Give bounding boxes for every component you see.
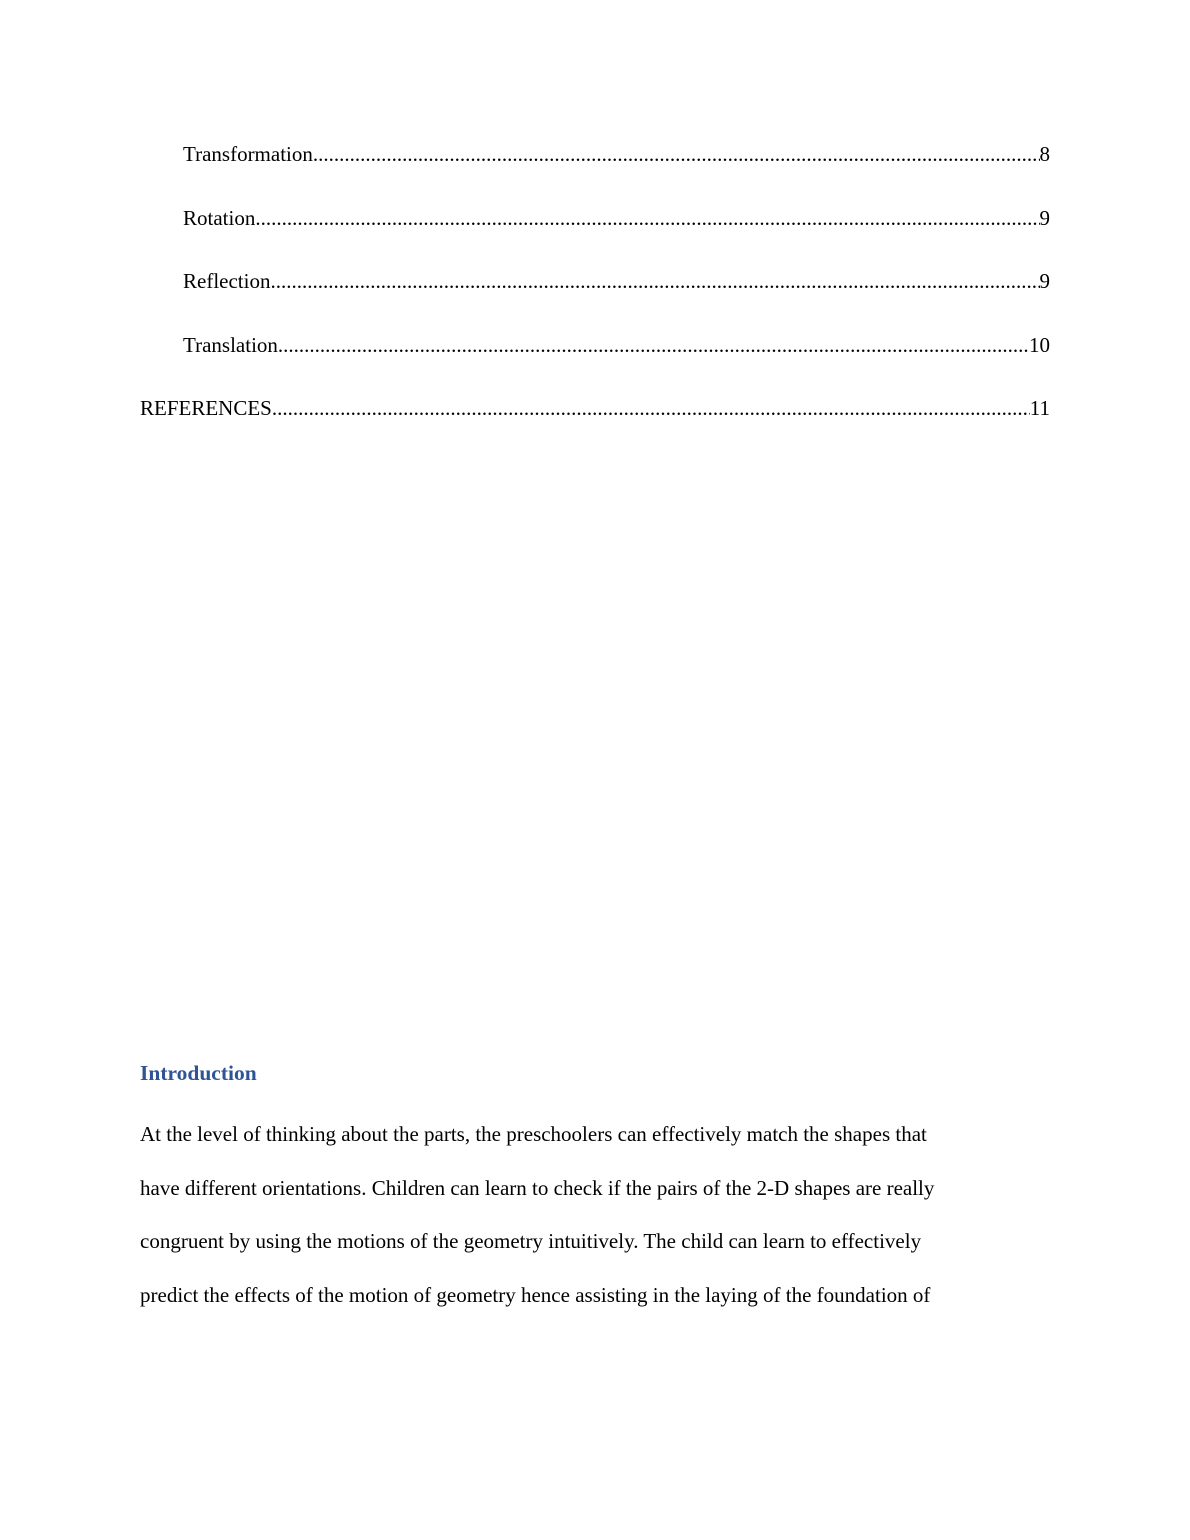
toc-dot-leader [278,329,1029,361]
paragraph-line: have different orientations. Children can learn to check if the pairs of the 2-D shapes are really [140,1175,935,1200]
toc-entry-label[interactable]: Transformation [183,142,313,166]
toc-entry-references[interactable] [140,392,1050,456]
toc-entry-label[interactable]: Reflection [183,269,271,293]
toc-dot-leader [270,265,1039,297]
toc-entry-label[interactable]: Translation [183,332,278,357]
paragraph-line: predict the effects of the motion of geometry hence assisting in the laying of the foundation of [140,1283,931,1308]
body-paragraph [140,1108,1050,1323]
toc-entry-reflection[interactable] [140,265,1050,329]
toc-entry-rotation[interactable] [140,202,1050,266]
toc-page-number: 8 [1039,142,1050,166]
section-heading-introduction: Introduction [140,1061,257,1085]
toc-page-number: 11 [1029,396,1050,420]
table-of-contents [140,138,1050,456]
toc-dot-leader [313,138,1040,170]
toc-page-number: 9 [1039,269,1050,293]
toc-entry-label[interactable]: Rotation [183,205,256,230]
toc-entry-translation[interactable] [140,329,1050,393]
toc-entry-transformation[interactable] [140,138,1050,202]
paragraph-line: At the level of thinking about the parts, the preschoolers can effectively match the shapes that [140,1122,927,1146]
toc-entry-label[interactable]: REFERENCES [140,396,272,420]
toc-dot-leader [255,202,1039,234]
toc-page-number: 10 [1029,332,1050,357]
toc-page-number: 9 [1039,205,1050,230]
paragraph-line: congruent by using the motions of the geometry intuitively. The child can learn to effectively [140,1229,922,1254]
toc-dot-leader [272,392,1030,424]
